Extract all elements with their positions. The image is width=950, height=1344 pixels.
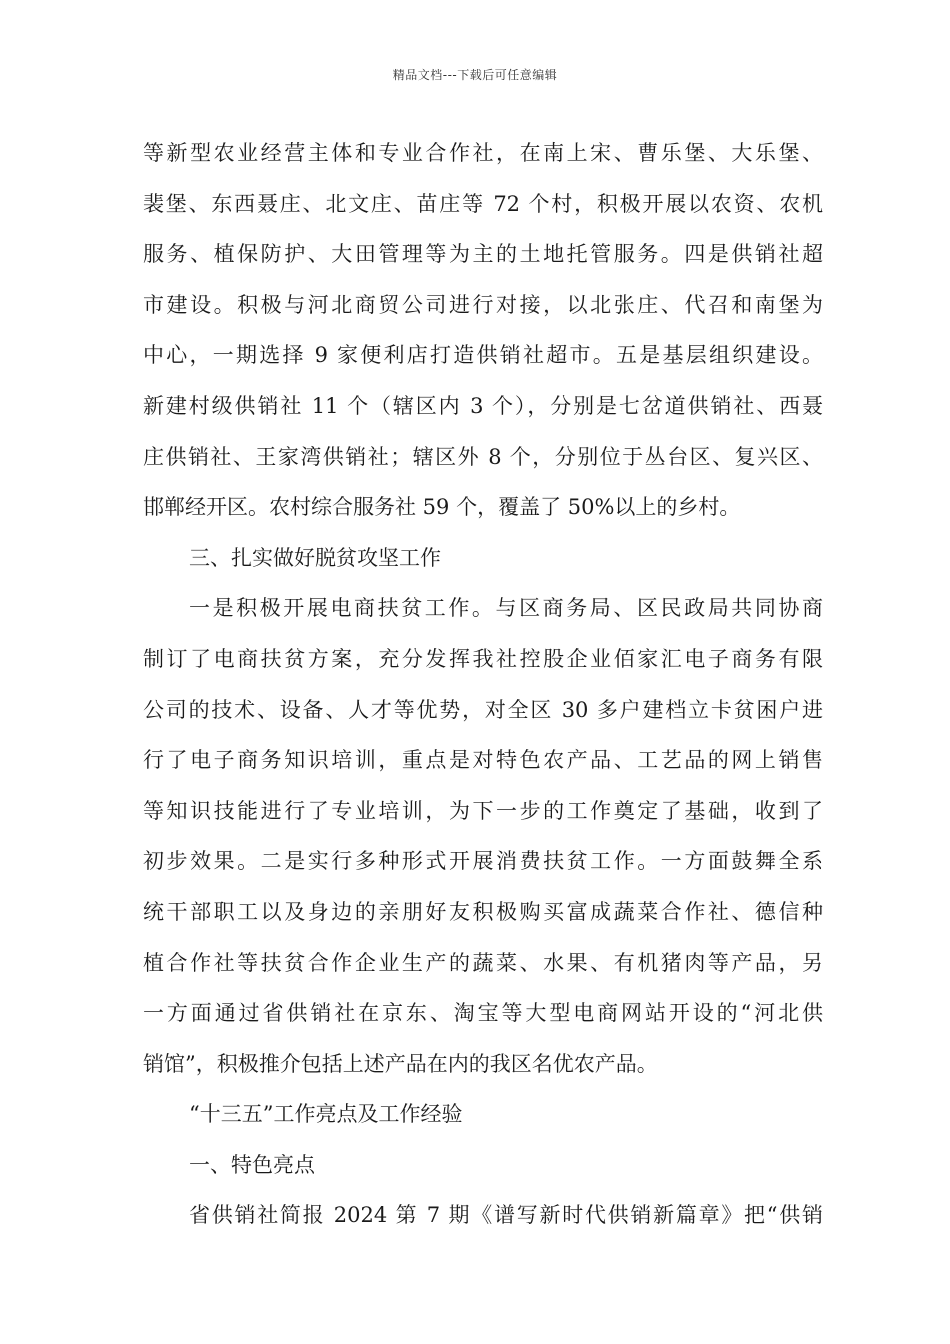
heading-text: 三、扎实做好脱贫攻坚工作: [189, 545, 441, 570]
text-line: 中心，一期选择 9 家便利店打造供销社超市。五是基层组织建设。: [143, 343, 823, 368]
text-line: 行了电子商务知识培训，重点是对特色农产品、工艺品的网上销售: [143, 748, 823, 773]
text-line: 庄供销社、王家湾供销社；辖区外 8 个，分别位于丛台区、复兴区、: [143, 444, 823, 469]
document-body: [143, 128, 823, 1241]
paragraph: [143, 1190, 823, 1241]
text-line: 一是积极开展电商扶贫工作。与区商务局、区民政局共同协商: [189, 596, 823, 621]
text-line: 制订了电商扶贫方案，充分发挥我社控股企业佰家汇电子商务有限: [143, 646, 823, 671]
section-heading: [143, 1140, 823, 1191]
text-line: 公司的技术、设备、人才等优势，对全区 30 多户建档立卡贫困户进: [143, 697, 823, 722]
text-line: 销馆”，积极推介包括上述产品在内的我区名优农产品。: [143, 1051, 658, 1076]
text-line: 省供销社简报 2024 第 7 期《谱写新时代供销新篇章》把“供销: [189, 1203, 823, 1228]
text-line: 市建设。积极与河北商贸公司进行对接，以北张庄、代召和南堡为: [143, 292, 823, 317]
paragraph: [143, 128, 823, 533]
text-line: 新建村级供销社 11 个（辖区内 3 个），分别是七岔道供销社、西聂: [143, 393, 823, 418]
heading-text: 一、特色亮点: [189, 1152, 315, 1177]
text-line: 服务、植保防护、大田管理等为主的土地托管服务。四是供销社超: [143, 242, 823, 267]
heading-text: “十三五”工作亮点及工作经验: [189, 1102, 463, 1127]
text-line: 邯郸经开区。农村综合服务社 59 个，覆盖了 50%以上的乡村。: [143, 495, 741, 520]
section-heading: [143, 1089, 823, 1140]
text-line: 等知识技能进行了专业培训，为下一步的工作奠定了基础，收到了: [143, 798, 823, 823]
paragraph: [143, 583, 823, 1089]
text-line: 裴堡、东西聂庄、北文庄、苗庄等 72 个村，积极开展以农资、农机: [143, 191, 823, 216]
text-line: 一方面通过省供销社在京东、淘宝等大型电商网站开设的“河北供: [143, 1001, 823, 1026]
text-line: 初步效果。二是实行多种形式开展消费扶贫工作。一方面鼓舞全系: [143, 849, 823, 874]
text-line: 统干部职工以及身边的亲朋好友积极购买富成蔬菜合作社、德信种: [143, 899, 823, 924]
text-line: 等新型农业经营主体和专业合作社，在南上宋、曹乐堡、大乐堡、: [143, 141, 823, 165]
text-line: 植合作社等扶贫合作企业生产的蔬菜、水果、有机猪肉等产品，另: [143, 950, 823, 975]
section-heading: [143, 533, 823, 584]
page-header: 精品文档---下载后可任意编辑: [392, 68, 558, 82]
